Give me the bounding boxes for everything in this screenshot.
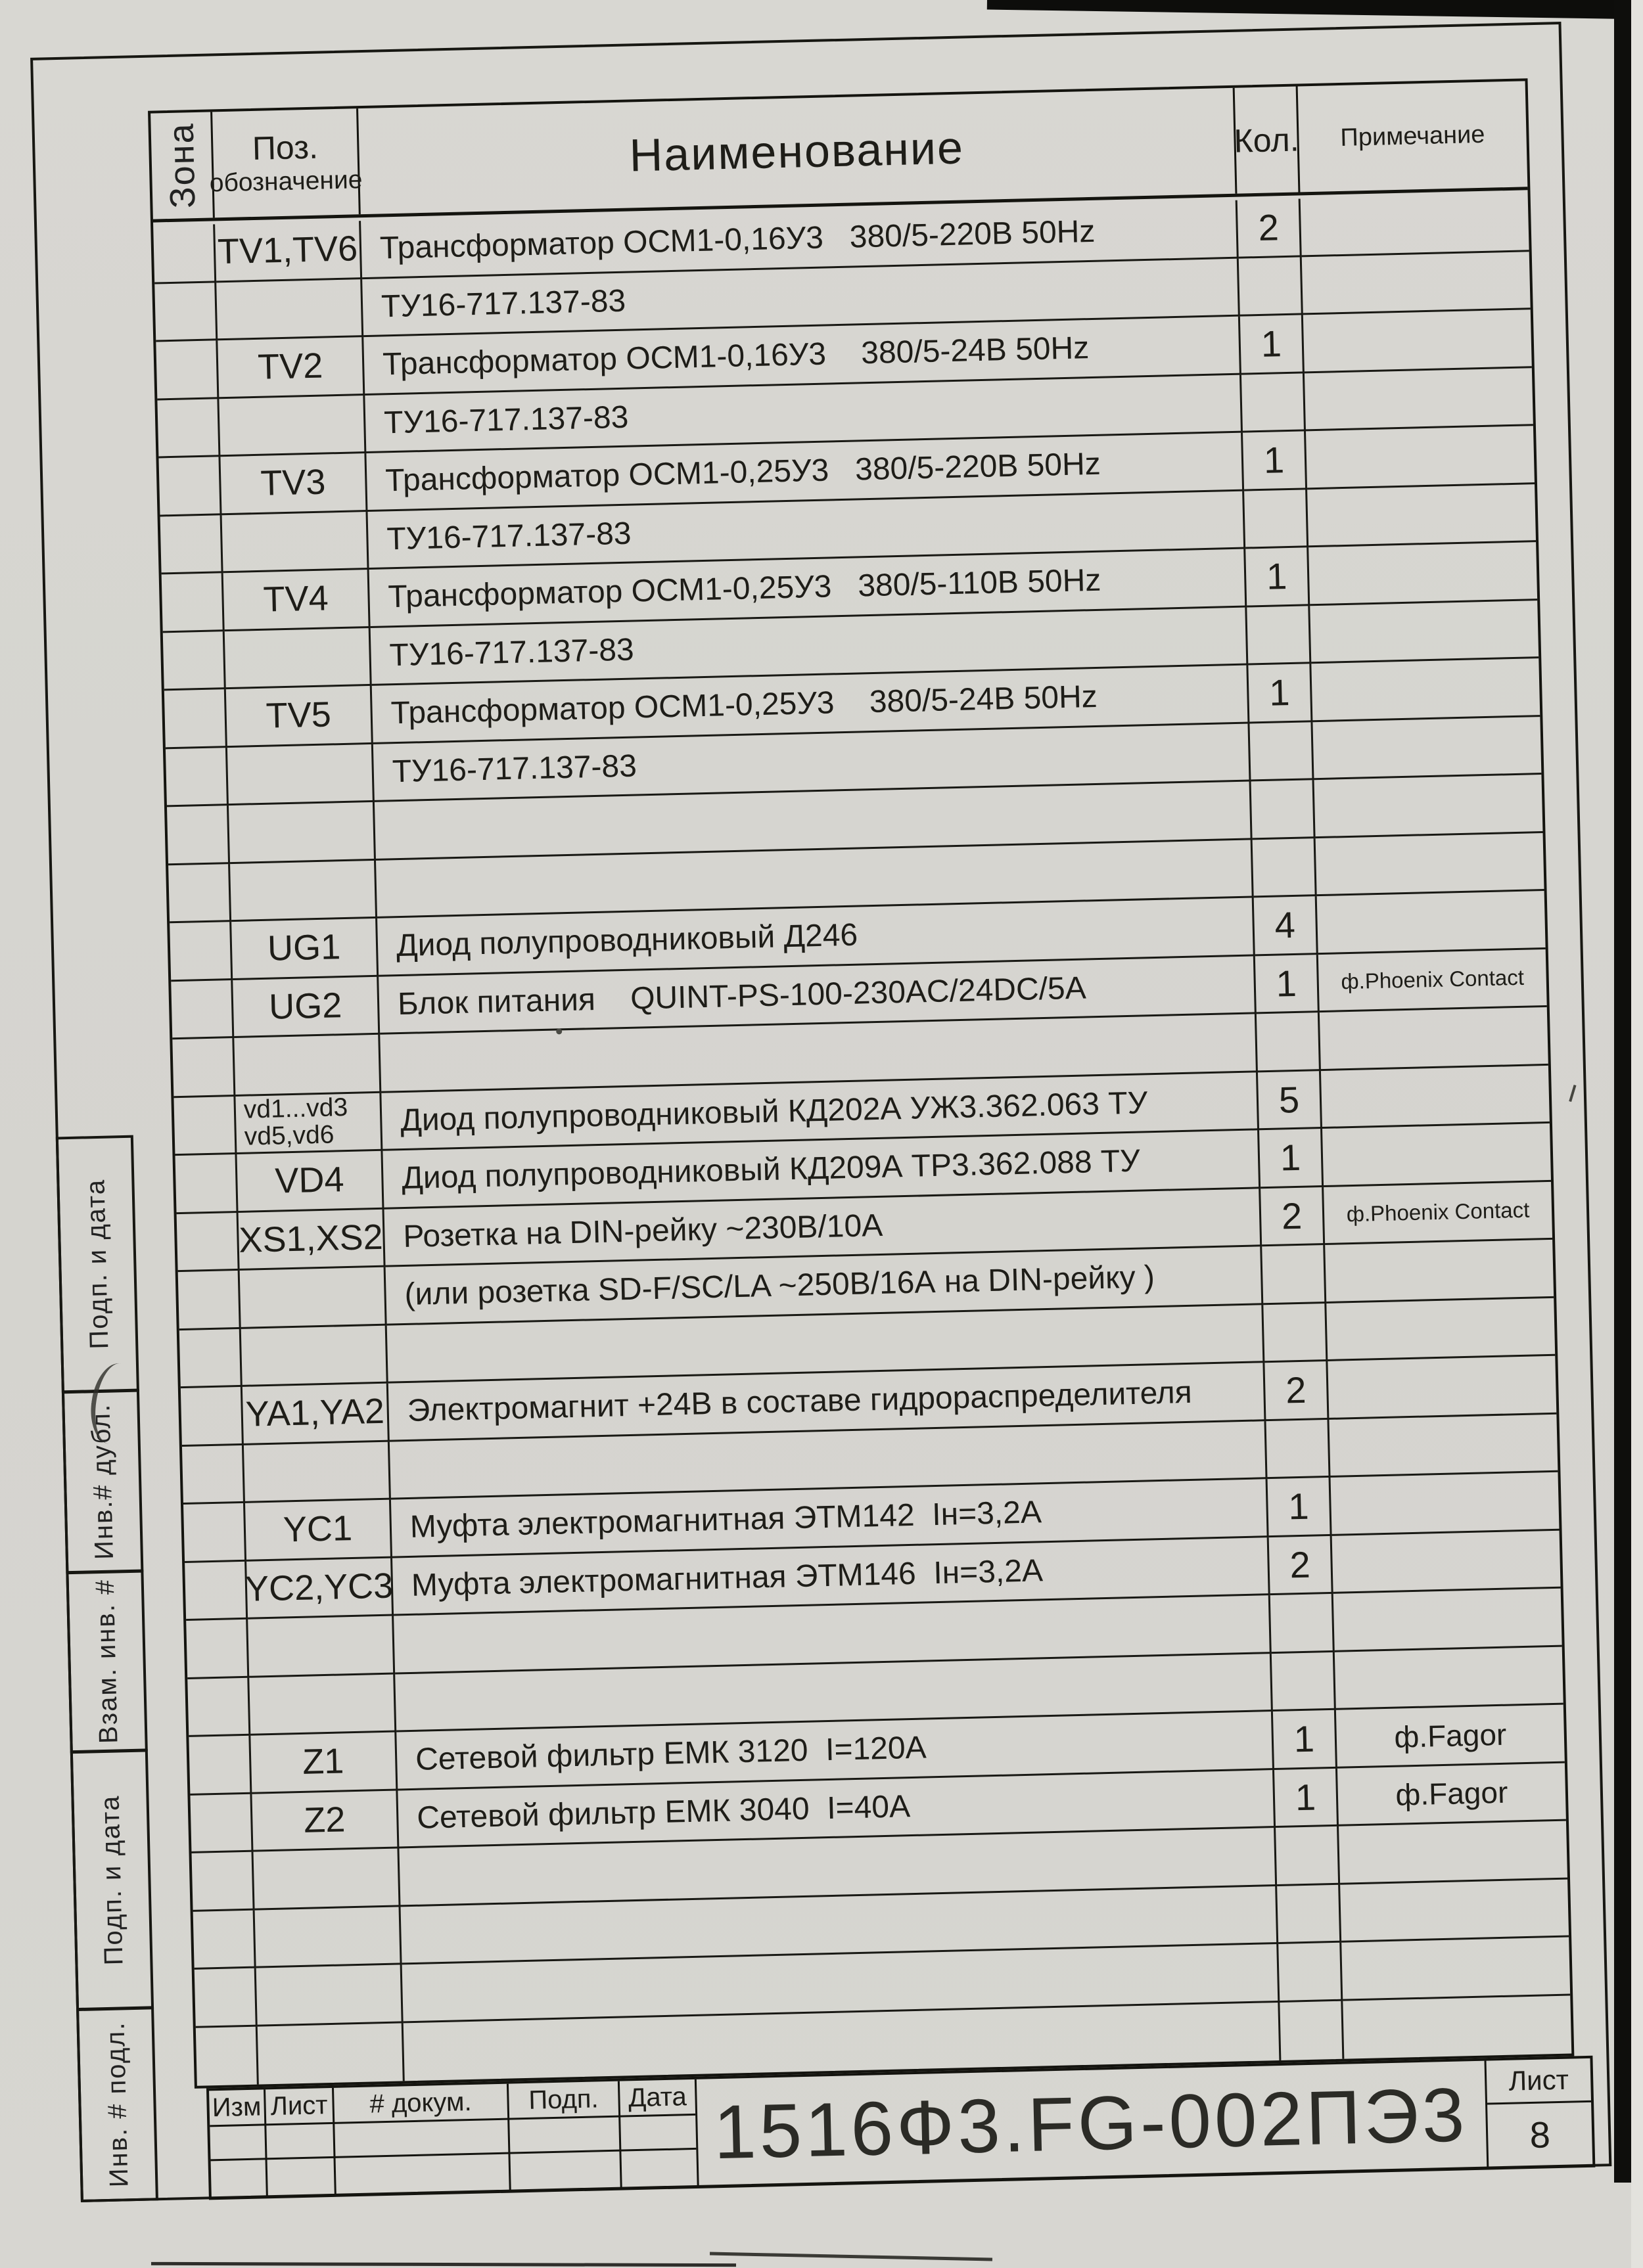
cell-r19-zona <box>179 1328 243 1388</box>
cell-r31-zona <box>196 2026 259 2086</box>
cell-r8-note <box>1311 658 1540 722</box>
margin-label: Подп. и дата <box>80 1178 114 1350</box>
cell-r5-name: ТУ16-717.137-83 <box>367 491 1245 570</box>
margin-cell-inv-podl <box>76 2007 158 2202</box>
cell-r1-note <box>1302 252 1531 315</box>
cell-r8-qty: 1 <box>1248 664 1312 723</box>
cell-r15-name: Диод полупроводниковый КД202А УЖ3.362.063 ТУ <box>381 1072 1259 1151</box>
cell-r18-note <box>1325 1240 1554 1304</box>
margin-label: Инв. # подл. <box>101 2021 133 2188</box>
cell-r27-note: ф.Fagor <box>1337 1763 1566 1826</box>
cell-r28-zona <box>192 1852 255 1912</box>
cell-r31-qty <box>1280 2001 1344 2060</box>
cell-r22-zona <box>183 1503 246 1563</box>
cell-r11-qty <box>1253 838 1317 898</box>
margin-cell-podp-data-2 <box>70 1749 154 2010</box>
cell-r4-name: Трансформатор ОСМ1-0,25У3 380/5-220В 50Hz <box>366 433 1244 512</box>
cell-r29-zona <box>193 1910 256 1970</box>
cell-r8-name: Трансформатор ОСМ1-0,25У3 380/5-24В 50Hz <box>372 666 1250 744</box>
cell-r0-pos: TV1,TV6 <box>215 221 362 283</box>
cell-r10-qty <box>1251 780 1316 840</box>
cell-r21-pos <box>244 1441 391 1503</box>
cell-r14-qty <box>1257 1012 1321 1072</box>
header-pos-line1: Поз. <box>252 128 319 168</box>
title-col-dokum: # докум. <box>369 2087 473 2119</box>
cell-r30-note <box>1341 1938 1570 2001</box>
cell-r2-qty: 1 <box>1240 315 1305 374</box>
cell-r6-zona <box>162 573 225 633</box>
cell-r1-pos <box>216 279 363 341</box>
cell-r29-pos <box>255 1907 402 1968</box>
cell-r3-qty <box>1241 373 1306 433</box>
cell-r19-note <box>1326 1298 1555 1361</box>
cell-r3-name: ТУ16-717.137-83 <box>365 374 1243 453</box>
header-name: Наименование <box>358 88 1237 214</box>
cell-r28-pos <box>254 1848 401 1910</box>
document-designation: 1516Ф3.FG-002ПЭ3 <box>712 2072 1469 2175</box>
cell-r9-note <box>1312 717 1541 781</box>
cell-r6-note <box>1308 542 1537 606</box>
scan-edge-right <box>1614 0 1631 2183</box>
cell-r18-name: (или розетка SD-F/SC/LA ~250В/16А на DIN-рейку ) <box>386 1246 1264 1325</box>
margin-label: Инв.# дубл. <box>85 1403 119 1560</box>
cell-r23-name: Муфта электромагнитная ЭТМ146 Iн=3,2А <box>392 1537 1270 1616</box>
cell-r24-note <box>1333 1589 1562 1652</box>
cell-r12-note <box>1317 891 1546 955</box>
cell-r7-pos <box>225 627 372 689</box>
cell-r7-note <box>1310 601 1539 664</box>
title-block-rule <box>211 2148 697 2161</box>
cell-r4-qty: 1 <box>1243 431 1307 491</box>
cell-r28-note <box>1339 1821 1567 1885</box>
cell-r20-name: Электромагнит +24В в составе гидрораспределителя <box>388 1363 1266 1441</box>
cell-r28-qty <box>1276 1826 1340 1886</box>
cell-r9-qty <box>1249 722 1314 782</box>
cell-r14-note <box>1320 1007 1548 1071</box>
cell-r6-qty: 1 <box>1245 547 1310 607</box>
parts-table <box>148 78 1574 2089</box>
cell-r25-qty <box>1272 1652 1336 1712</box>
sheet-label: Лист <box>1508 2064 1569 2097</box>
cell-r13-name: Блок питания QUINT-PS-100-230AC/24DC/5A <box>379 956 1257 1035</box>
cell-r15-zona <box>174 1096 237 1156</box>
header-zone <box>150 112 215 219</box>
cell-r26-zona <box>189 1736 252 1796</box>
cell-r12-name: Диод полупроводниковый Д246 <box>377 897 1255 976</box>
cell-r1-zona <box>154 283 218 342</box>
cell-r0-note <box>1301 193 1529 257</box>
cell-r12-qty: 4 <box>1254 896 1318 956</box>
cell-r1-name: ТУ16-717.137-83 <box>362 258 1240 337</box>
title-col-data: Дата <box>628 2081 687 2112</box>
cell-r12-zona <box>170 922 233 982</box>
header-pos-designation <box>209 108 363 217</box>
cell-r27-name: Сетевой фильтр ЕМК 3040 I=40А <box>398 1770 1276 1849</box>
cell-r10-note <box>1314 775 1543 838</box>
cell-r22-name: Муфта электромагнитная ЭТМ142 Iн=3,2А <box>391 1479 1269 1558</box>
cell-r7-name: ТУ16-717.137-83 <box>371 607 1249 686</box>
cell-r20-note <box>1328 1356 1556 1420</box>
cell-r11-zona <box>168 864 231 924</box>
cell-r8-pos: TV5 <box>226 686 373 748</box>
cell-r15-qty: 5 <box>1258 1071 1322 1131</box>
cell-r17-zona <box>177 1212 240 1272</box>
cell-r23-qty: 2 <box>1269 1535 1333 1595</box>
cell-r2-zona <box>156 340 219 400</box>
cell-r26-pos: Z1 <box>250 1732 398 1794</box>
header-note: Примечание <box>1340 120 1485 152</box>
cell-r11-note <box>1316 833 1544 897</box>
margin-label: Подп. и дата <box>95 1794 128 1966</box>
cell-r13-note: ф.Phoenix Contact <box>1318 949 1547 1012</box>
cell-r24-pos <box>248 1616 395 1678</box>
cell-r10-pos <box>229 802 376 864</box>
cell-r21-qty <box>1266 1419 1330 1479</box>
cell-r4-zona <box>158 457 221 516</box>
margin-cell-vzam-inv <box>66 1570 147 1753</box>
cell-r29-note <box>1340 1879 1569 1943</box>
cell-r9-name: ТУ16-717.137-83 <box>373 723 1251 802</box>
header-zone-label: Зона <box>160 122 203 209</box>
header-qty: Кол. <box>1235 86 1301 193</box>
cell-r8-zona <box>164 689 227 749</box>
cell-r5-qty <box>1244 489 1308 549</box>
cell-r0-name: Трансформатор ОСМ1-0,16У3 380/5-220В 50Hz <box>361 200 1239 279</box>
cell-r16-name: Диод полупроводниковый КД209А ТР3.362.088 ТУ <box>382 1130 1261 1209</box>
cell-r16-pos: VD4 <box>237 1151 384 1213</box>
cell-r27-pos: Z2 <box>252 1790 399 1852</box>
cell-r15-pos: vd1...vd3 vd5,vd6 <box>235 1093 382 1154</box>
sheet-number: 8 <box>1529 2114 1551 2156</box>
cell-r13-qty: 1 <box>1255 955 1320 1014</box>
cell-r9-pos <box>227 744 375 805</box>
cell-r7-zona <box>163 631 226 691</box>
cell-r23-pos: YC2,YC3 <box>246 1558 394 1620</box>
cell-r26-name: Сетевой фильтр ЕМК 3120 I=120А <box>396 1712 1274 1790</box>
cell-r7-qty <box>1247 606 1311 666</box>
cell-r13-zona <box>171 980 234 1040</box>
cell-r2-pos: TV2 <box>218 337 365 399</box>
title-col-list: Лист <box>270 2090 329 2121</box>
cell-r5-note <box>1307 484 1536 548</box>
scan-edge-right-paper <box>1631 0 1643 2268</box>
cell-r25-pos <box>249 1674 396 1736</box>
cell-r6-name: Трансформатор ОСМ1-0,25У3 380/5-110В 50Hz <box>369 549 1247 628</box>
cell-r22-note <box>1331 1472 1560 1536</box>
cell-r2-note <box>1303 309 1532 373</box>
cell-r30-pos <box>256 1964 404 2026</box>
cell-r3-pos <box>219 396 366 457</box>
cell-r11-pos <box>230 860 377 922</box>
cell-r19-pos <box>241 1325 388 1387</box>
cell-r20-zona <box>181 1387 244 1447</box>
cell-r18-zona <box>178 1271 241 1330</box>
cell-r16-qty: 1 <box>1259 1129 1324 1189</box>
cell-r21-note <box>1329 1414 1558 1478</box>
cell-r13-pos: UG2 <box>233 976 380 1038</box>
cell-r4-pos: TV3 <box>220 453 367 515</box>
cell-r20-qty: 2 <box>1264 1361 1329 1421</box>
cell-r24-qty <box>1270 1594 1335 1654</box>
cell-r4-note <box>1306 426 1535 489</box>
cell-r19-qty <box>1263 1303 1328 1363</box>
cell-r25-zona <box>187 1677 250 1737</box>
cell-r20-pos: YA1,YA2 <box>243 1384 390 1445</box>
cell-r12-pos: UG1 <box>231 919 379 980</box>
cell-r21-zona <box>182 1445 245 1505</box>
cell-r26-note: ф.Fagor <box>1336 1705 1565 1769</box>
cell-r0-zona <box>153 224 216 284</box>
header-pos-line2: обозначение <box>209 165 363 198</box>
cell-r22-pos: YC1 <box>245 1500 392 1562</box>
cell-r30-zona <box>195 1968 258 2028</box>
cell-r17-note: ф.Phoenix Contact <box>1324 1181 1552 1245</box>
cell-r14-pos <box>234 1035 381 1097</box>
cell-r10-zona <box>167 805 230 865</box>
cell-r9-zona <box>166 748 229 807</box>
cell-r17-qty: 2 <box>1261 1187 1325 1247</box>
cell-r17-pos: XS1,XS2 <box>239 1209 386 1271</box>
cell-r22-qty: 1 <box>1268 1478 1332 1537</box>
cell-r27-qty: 1 <box>1274 1768 1339 1828</box>
margin-label: Взам. инв. # <box>90 1578 124 1744</box>
cell-r16-note <box>1322 1123 1551 1187</box>
cell-r25-note <box>1335 1646 1563 1710</box>
cell-r1-qty <box>1239 257 1303 317</box>
cell-r17-name: Розетка на DIN-рейку ~230В/10А <box>384 1189 1262 1267</box>
cell-r30-qty <box>1278 1943 1343 2003</box>
title-col-izm: Изм <box>212 2092 262 2122</box>
cell-r23-note <box>1332 1530 1561 1594</box>
cell-r27-zona <box>190 1794 253 1853</box>
cell-r26-qty: 1 <box>1273 1710 1337 1770</box>
cell-r29-qty <box>1277 1884 1341 1944</box>
title-col-podp: Подп. <box>528 2083 599 2115</box>
cell-r16-zona <box>175 1154 239 1214</box>
cell-r3-note <box>1305 368 1533 432</box>
cell-r0-qty: 2 <box>1238 198 1302 258</box>
cell-r3-zona <box>157 399 220 459</box>
cell-r31-pos <box>258 2023 405 2085</box>
cell-r14-zona <box>172 1038 235 1098</box>
cell-r18-qty <box>1262 1245 1326 1305</box>
parts-table-body <box>153 193 1571 2091</box>
cell-r15-note <box>1321 1065 1550 1129</box>
cell-r31-note <box>1343 1995 1571 2059</box>
cell-r2-name: Трансформатор ОСМ1-0,16У3 380/5-24В 50Hz <box>363 317 1241 396</box>
cell-r23-zona <box>185 1561 248 1621</box>
cell-r5-zona <box>160 515 223 575</box>
cell-r5-pos <box>222 512 369 574</box>
margin-cell-podp-data-1 <box>56 1135 139 1394</box>
cell-r18-pos <box>240 1267 387 1329</box>
cell-r6-pos: TV4 <box>223 570 371 631</box>
cell-r24-zona <box>186 1620 249 1679</box>
